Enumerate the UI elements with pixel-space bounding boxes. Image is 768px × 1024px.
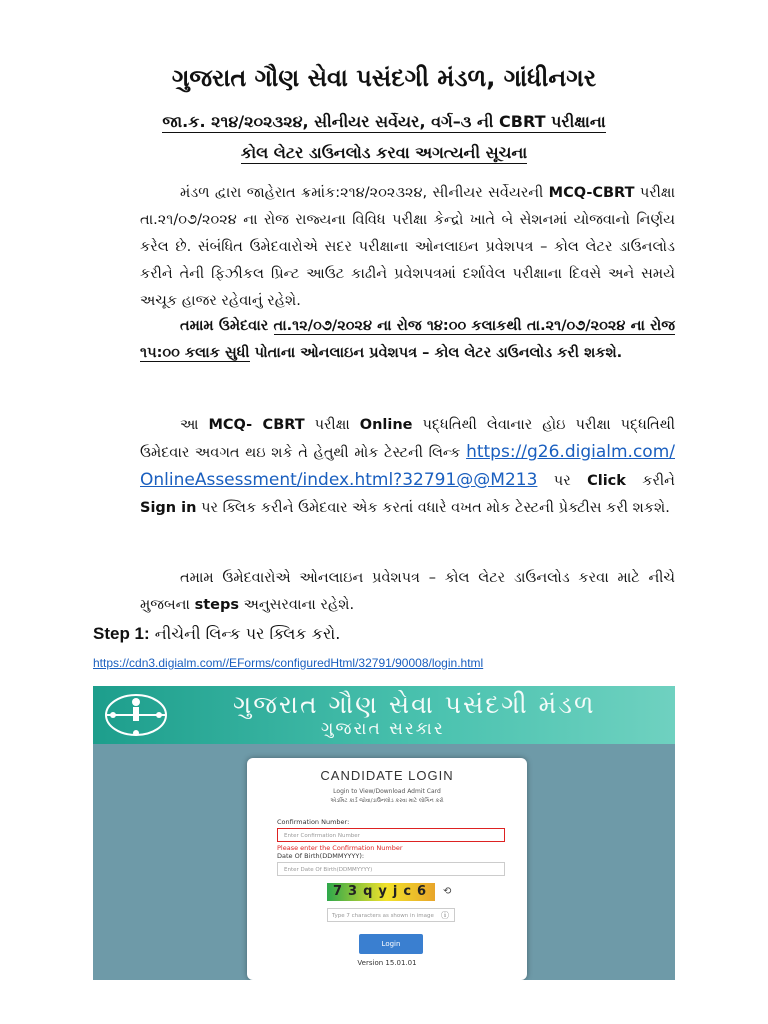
login-button[interactable]: Login: [359, 934, 423, 954]
refresh-icon[interactable]: ⟲: [443, 886, 452, 897]
dob-input[interactable]: Enter Date Of Birth(DDMMYYYY): [277, 862, 505, 876]
captcha-image: 73qyjc6: [327, 883, 435, 901]
paragraph-mock-test: આ MCQ- CBRT પરીક્ષા Online પદ્ધતિથી લેવાનાર હોઇ પરીક્ષા પદ્ધતિથી ઉમેદવાર અવગત થઇ શકે તે હેતુથી મોક ટેસ્ટની લિન્ક https://g26.digialm.com/OnlineAssessment/index.html?32791@@M213 પર Click કરીને Sign in પર ક્લિક કરીને ઉમેદવાર એક કરતાં વધારે વખત મોક ટેસ્ટની પ્રેક્ટીસ કરી શકશે.: [140, 417, 675, 516]
mcq-cbrt-bold: MCQ-CBRT: [548, 185, 635, 201]
gsssb-logo-icon: [101, 690, 171, 740]
login-card: [247, 758, 527, 980]
step-1: Step 1: નીચેની લિન્ક પર ક્લિક કરો.: [93, 624, 341, 643]
page-title: ગુજરાત ગૌણ સેવા પસંદગી મંડળ, ગાંધીનગર: [171, 64, 597, 92]
mock-test-link[interactable]: https://g26.digialm.com/OnlineAssessment/index.html?32791@@M213: [140, 442, 675, 490]
help-icon[interactable]: ⓘ: [441, 911, 449, 920]
confirmation-label: Confirmation Number:: [277, 818, 350, 826]
dob-label: Date Of Birth(DDMMYYYY):: [277, 852, 365, 860]
banner-subtitle: ગુજરાત સરકાર: [321, 719, 445, 739]
subtitle-line-2: કોલ લેટર ડાઉનલોડ કરવા અગત્યની સૂચના: [240, 143, 528, 162]
paragraph-announcement: મંડળ દ્વારા જાહેરાત ક્રમાંક:૨૧૪/૨૦૨૩૨૪, સીનીયર સર્વેયરની MCQ-CBRT પરીક્ષા તા.૨૧/૦૭/૨૦૨૪ ના રોજ રાજ્યના વિવિધ પરીક્ષા કેન્દ્રો ખાતે બે સેશનમાં યોજવાનો નિર્ણય કરેલ છે. સંબંધિત ઉમેદવારોએ સદર પરીક્ષાના ઓનલાઇન પ્રવેશપત્ર – કોલ લેટર ડાઉનલોડ કરીને તેની ફિઝીકલ પ્રિન્ટ આઉટ કાઢીને પ્રવેશપત્રમાં દર્શાવેલ પરીક્ષાના દિવસે અને સમયે અચૂક હાજર રહેવાનું રહેશે.: [140, 185, 676, 309]
portal-banner: [93, 686, 675, 744]
banner-title: ગુજરાત ગૌણ સેવા પસંદગી મંડળ: [233, 690, 596, 719]
paragraph-download-window: તમામ ઉમેદવાર તા.૧૨/૦૭/૨૦૨૪ ના રોજ ૧૪:૦૦ કલાકથી તા.૨૧/૦૭/૨૦૨૪ ના રોજ ૧૫:૦૦ કલાક સુધી પોતાના ઓનલાઇન પ્રવેશપત્ર – કોલ લેટર ડાઉનલોડ કરી શકશે.: [140, 318, 675, 361]
date-range-underlined: તા.૧૨/૦૭/૨૦૨૪ ના રોજ ૧૪:૦૦ કલાકથી તા.૨૧/૦૭/૨૦૨૪ ના રોજ ૧૫:૦૦ કલાક સુધી: [140, 318, 675, 361]
login-subtitle-gu: એડમિટ કાર્ડ જોવા/ડાઉનલોડ કરવા માટે લોગિન કરો: [330, 798, 444, 804]
version-text: Version 15.01.01: [357, 959, 417, 967]
paragraph-steps-intro: તમામ ઉમેદવારોએ ઓનલાઇન પ્રવેશપત્ર – કોલ લેટર ડાઉનલોડ કરવા માટે નીચે મુજબના steps અનુસરવાના રહેશે.: [140, 570, 675, 613]
login-subtitle-en: Login to View/Download Admit Card: [333, 788, 441, 795]
confirmation-error: Please enter the Confirmation Number: [277, 844, 403, 852]
portal-screenshot: [93, 686, 675, 980]
captcha-input[interactable]: Type 7 characters as shown in image: [327, 908, 455, 922]
login-page-link[interactable]: https://cdn3.digialm.com//EForms/configuredHtml/32791/90008/login.html: [93, 656, 484, 670]
confirmation-number-input[interactable]: Enter Confirmation Number: [277, 828, 505, 842]
subtitle-line-1: જા.ક. ૨૧૪/૨૦૨૩૨૪, સીનીયર સર્વેયર, વર્ગ–૩ ની CBRT પરીક્ષાના: [162, 112, 606, 131]
login-title: CANDIDATE LOGIN: [320, 768, 454, 783]
